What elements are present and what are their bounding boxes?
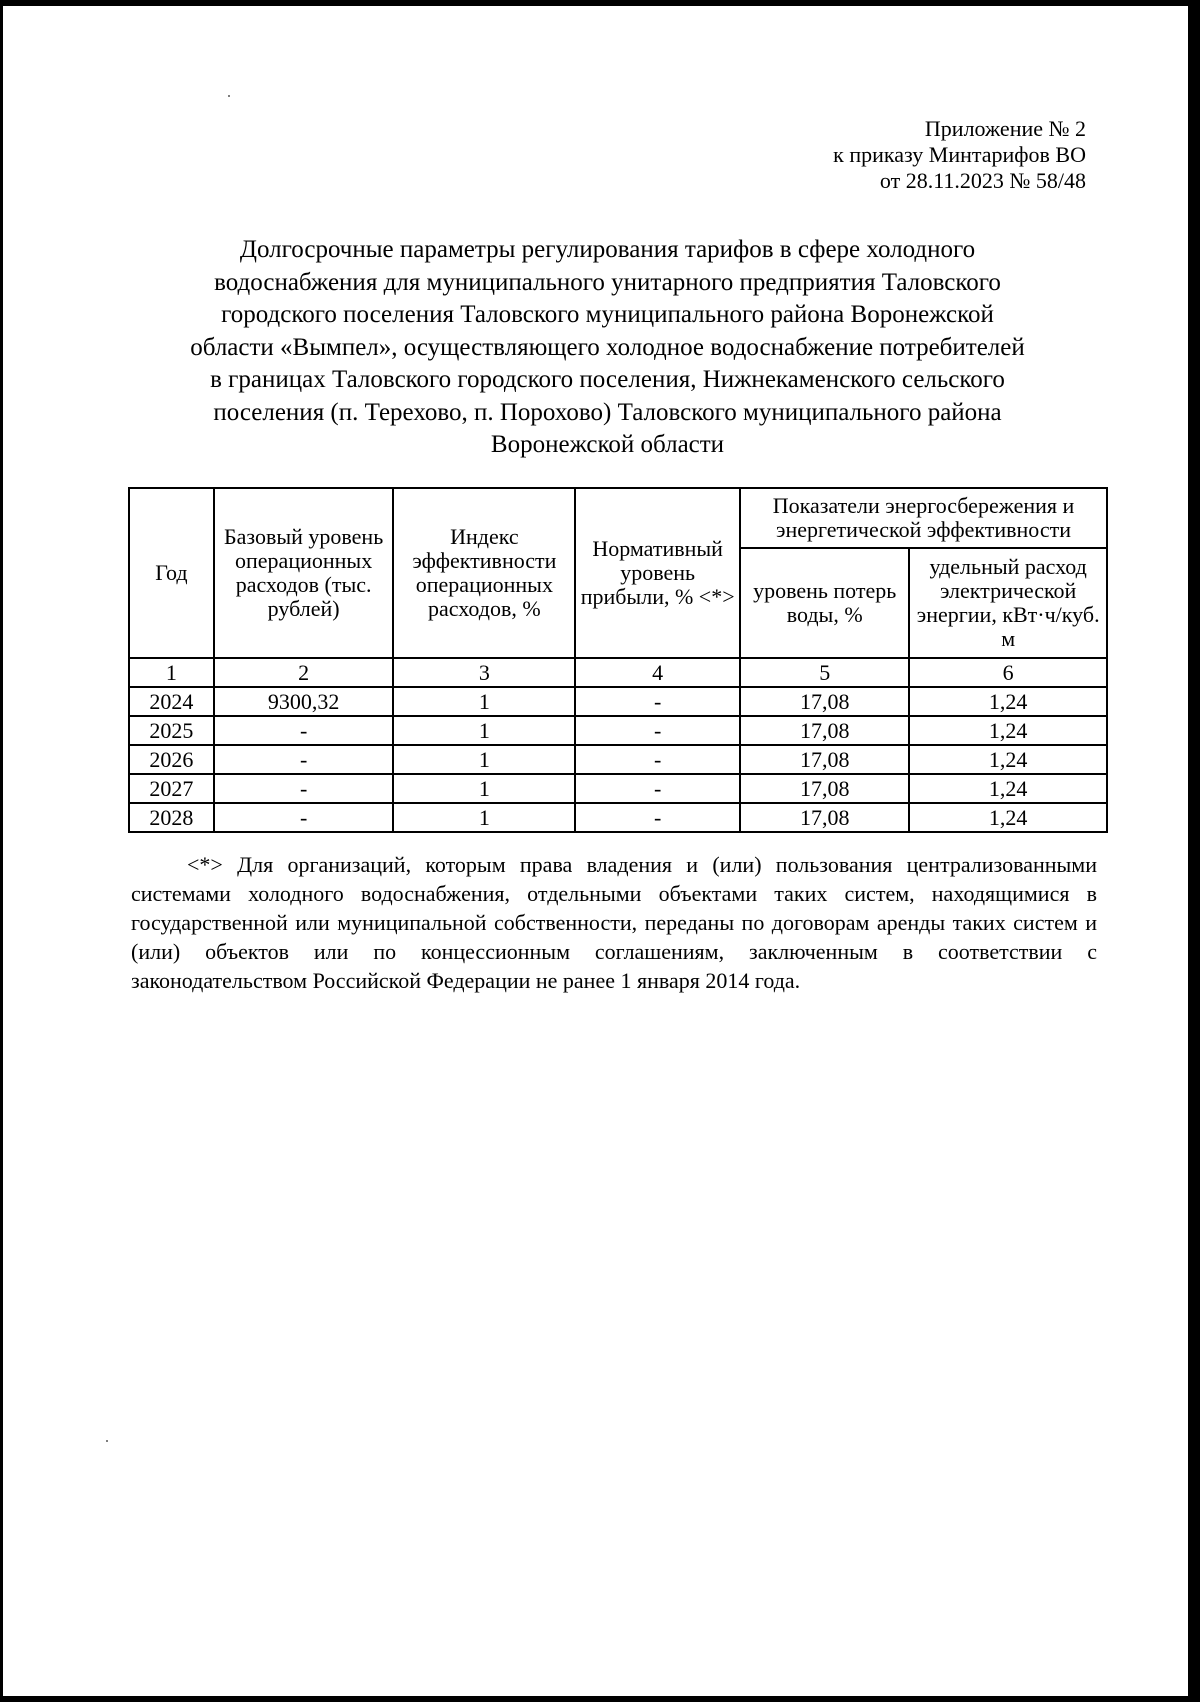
cell-efficiency-index: 1 <box>393 745 575 774</box>
header-profit-level: Нормативный уровень прибыли, % <*> <box>575 488 740 658</box>
column-number: 1 <box>129 658 214 687</box>
title-line: области «Вымпел», осуществляющего холодное водоснабжение потребителей <box>190 333 1025 361</box>
table-row <box>129 716 1107 745</box>
cell-profit-level: - <box>575 774 740 803</box>
cell-base-level: - <box>214 716 394 745</box>
cell-profit-level: - <box>575 745 740 774</box>
cell-year: 2025 <box>129 716 214 745</box>
cell-energy-consumption: 1,24 <box>909 745 1107 774</box>
column-number: 3 <box>393 658 575 687</box>
header-energy-consumption: удельный расход электрической энергии, кВт·ч/куб. м <box>909 548 1107 658</box>
header-energy-group: Показатели энергосбережения и энергетической эффективности <box>740 488 1107 548</box>
footnote: <*> Для организаций, которым права владения и (или) пользования централизованными системами холодного водоснабжения, отдельными объектами таких систем, находящимися в государственной или муниципальной собственности, переданы по договорам аренды таких систем и (или) объектов или по концессионным соглашениям, заключенным в соответствии с законодательством Российской Федерации не ранее 1 января 2014 года. <box>131 852 1097 993</box>
header-row <box>129 488 1107 548</box>
title-line: водоснабжения для муниципального унитарного предприятия Таловского <box>214 268 1001 296</box>
cell-water-loss: 17,08 <box>740 774 909 803</box>
header-water-loss: уровень потерь воды, % <box>740 548 909 658</box>
table-row <box>129 803 1107 832</box>
cell-base-level: - <box>214 774 394 803</box>
appendix-number: Приложение № 2 <box>924 116 1086 141</box>
cell-water-loss: 17,08 <box>740 745 909 774</box>
table-row <box>129 774 1107 803</box>
column-number: 5 <box>740 658 909 687</box>
cell-efficiency-index: 1 <box>393 774 575 803</box>
cell-base-level: - <box>214 745 394 774</box>
title-line: в границах Таловского городского поселения, Нижнекаменского сельского <box>210 366 1005 393</box>
cell-energy-consumption: 1,24 <box>909 803 1107 832</box>
cell-energy-consumption: 1,24 <box>909 687 1107 716</box>
column-number: 4 <box>575 658 740 687</box>
header-base-level: Базовый уровень операционных расходов (тыс. рублей) <box>214 488 394 658</box>
cell-energy-consumption: 1,24 <box>909 716 1107 745</box>
document-title <box>120 234 1095 462</box>
cell-water-loss: 17,08 <box>740 687 909 716</box>
cell-base-level: - <box>214 803 394 832</box>
cell-efficiency-index: 1 <box>393 716 575 745</box>
table-row <box>129 687 1107 716</box>
title-line: городского поселения Таловского муниципального района Воронежской <box>221 301 994 328</box>
scan-speck <box>106 1440 108 1442</box>
cell-year: 2024 <box>129 687 214 716</box>
header-efficiency-index: Индекс эффективности операционных расходов, % <box>393 488 575 658</box>
column-number: 6 <box>909 658 1107 687</box>
cell-year: 2028 <box>129 803 214 832</box>
appendix-order: к приказу Минтарифов ВО <box>833 142 1086 167</box>
title-line: Долгосрочные параметры регулирования тарифов в сфере холодного <box>239 236 976 263</box>
cell-year: 2027 <box>129 774 214 803</box>
tariff-parameters-table <box>128 487 1108 833</box>
cell-efficiency-index: 1 <box>393 803 575 832</box>
title-line: Воронежской области <box>490 431 725 458</box>
cell-water-loss: 17,08 <box>740 803 909 832</box>
header-year: Год <box>129 488 214 658</box>
cell-water-loss: 17,08 <box>740 716 909 745</box>
appendix-date: от 28.11.2023 № 58/48 <box>879 168 1086 193</box>
scan-speck <box>228 95 230 97</box>
cell-efficiency-index: 1 <box>393 687 575 716</box>
cell-energy-consumption: 1,24 <box>909 774 1107 803</box>
cell-profit-level: - <box>575 716 740 745</box>
cell-base-level: 9300,32 <box>214 687 394 716</box>
table-row <box>129 745 1107 774</box>
cell-year: 2026 <box>129 745 214 774</box>
cell-profit-level: - <box>575 687 740 716</box>
column-number: 2 <box>214 658 394 687</box>
cell-profit-level: - <box>575 803 740 832</box>
title-line: поселения (п. Терехово, п. Порохово) Таловского муниципального района <box>213 398 1002 426</box>
appendix-reference <box>833 116 1086 194</box>
column-number-row <box>129 658 1107 687</box>
